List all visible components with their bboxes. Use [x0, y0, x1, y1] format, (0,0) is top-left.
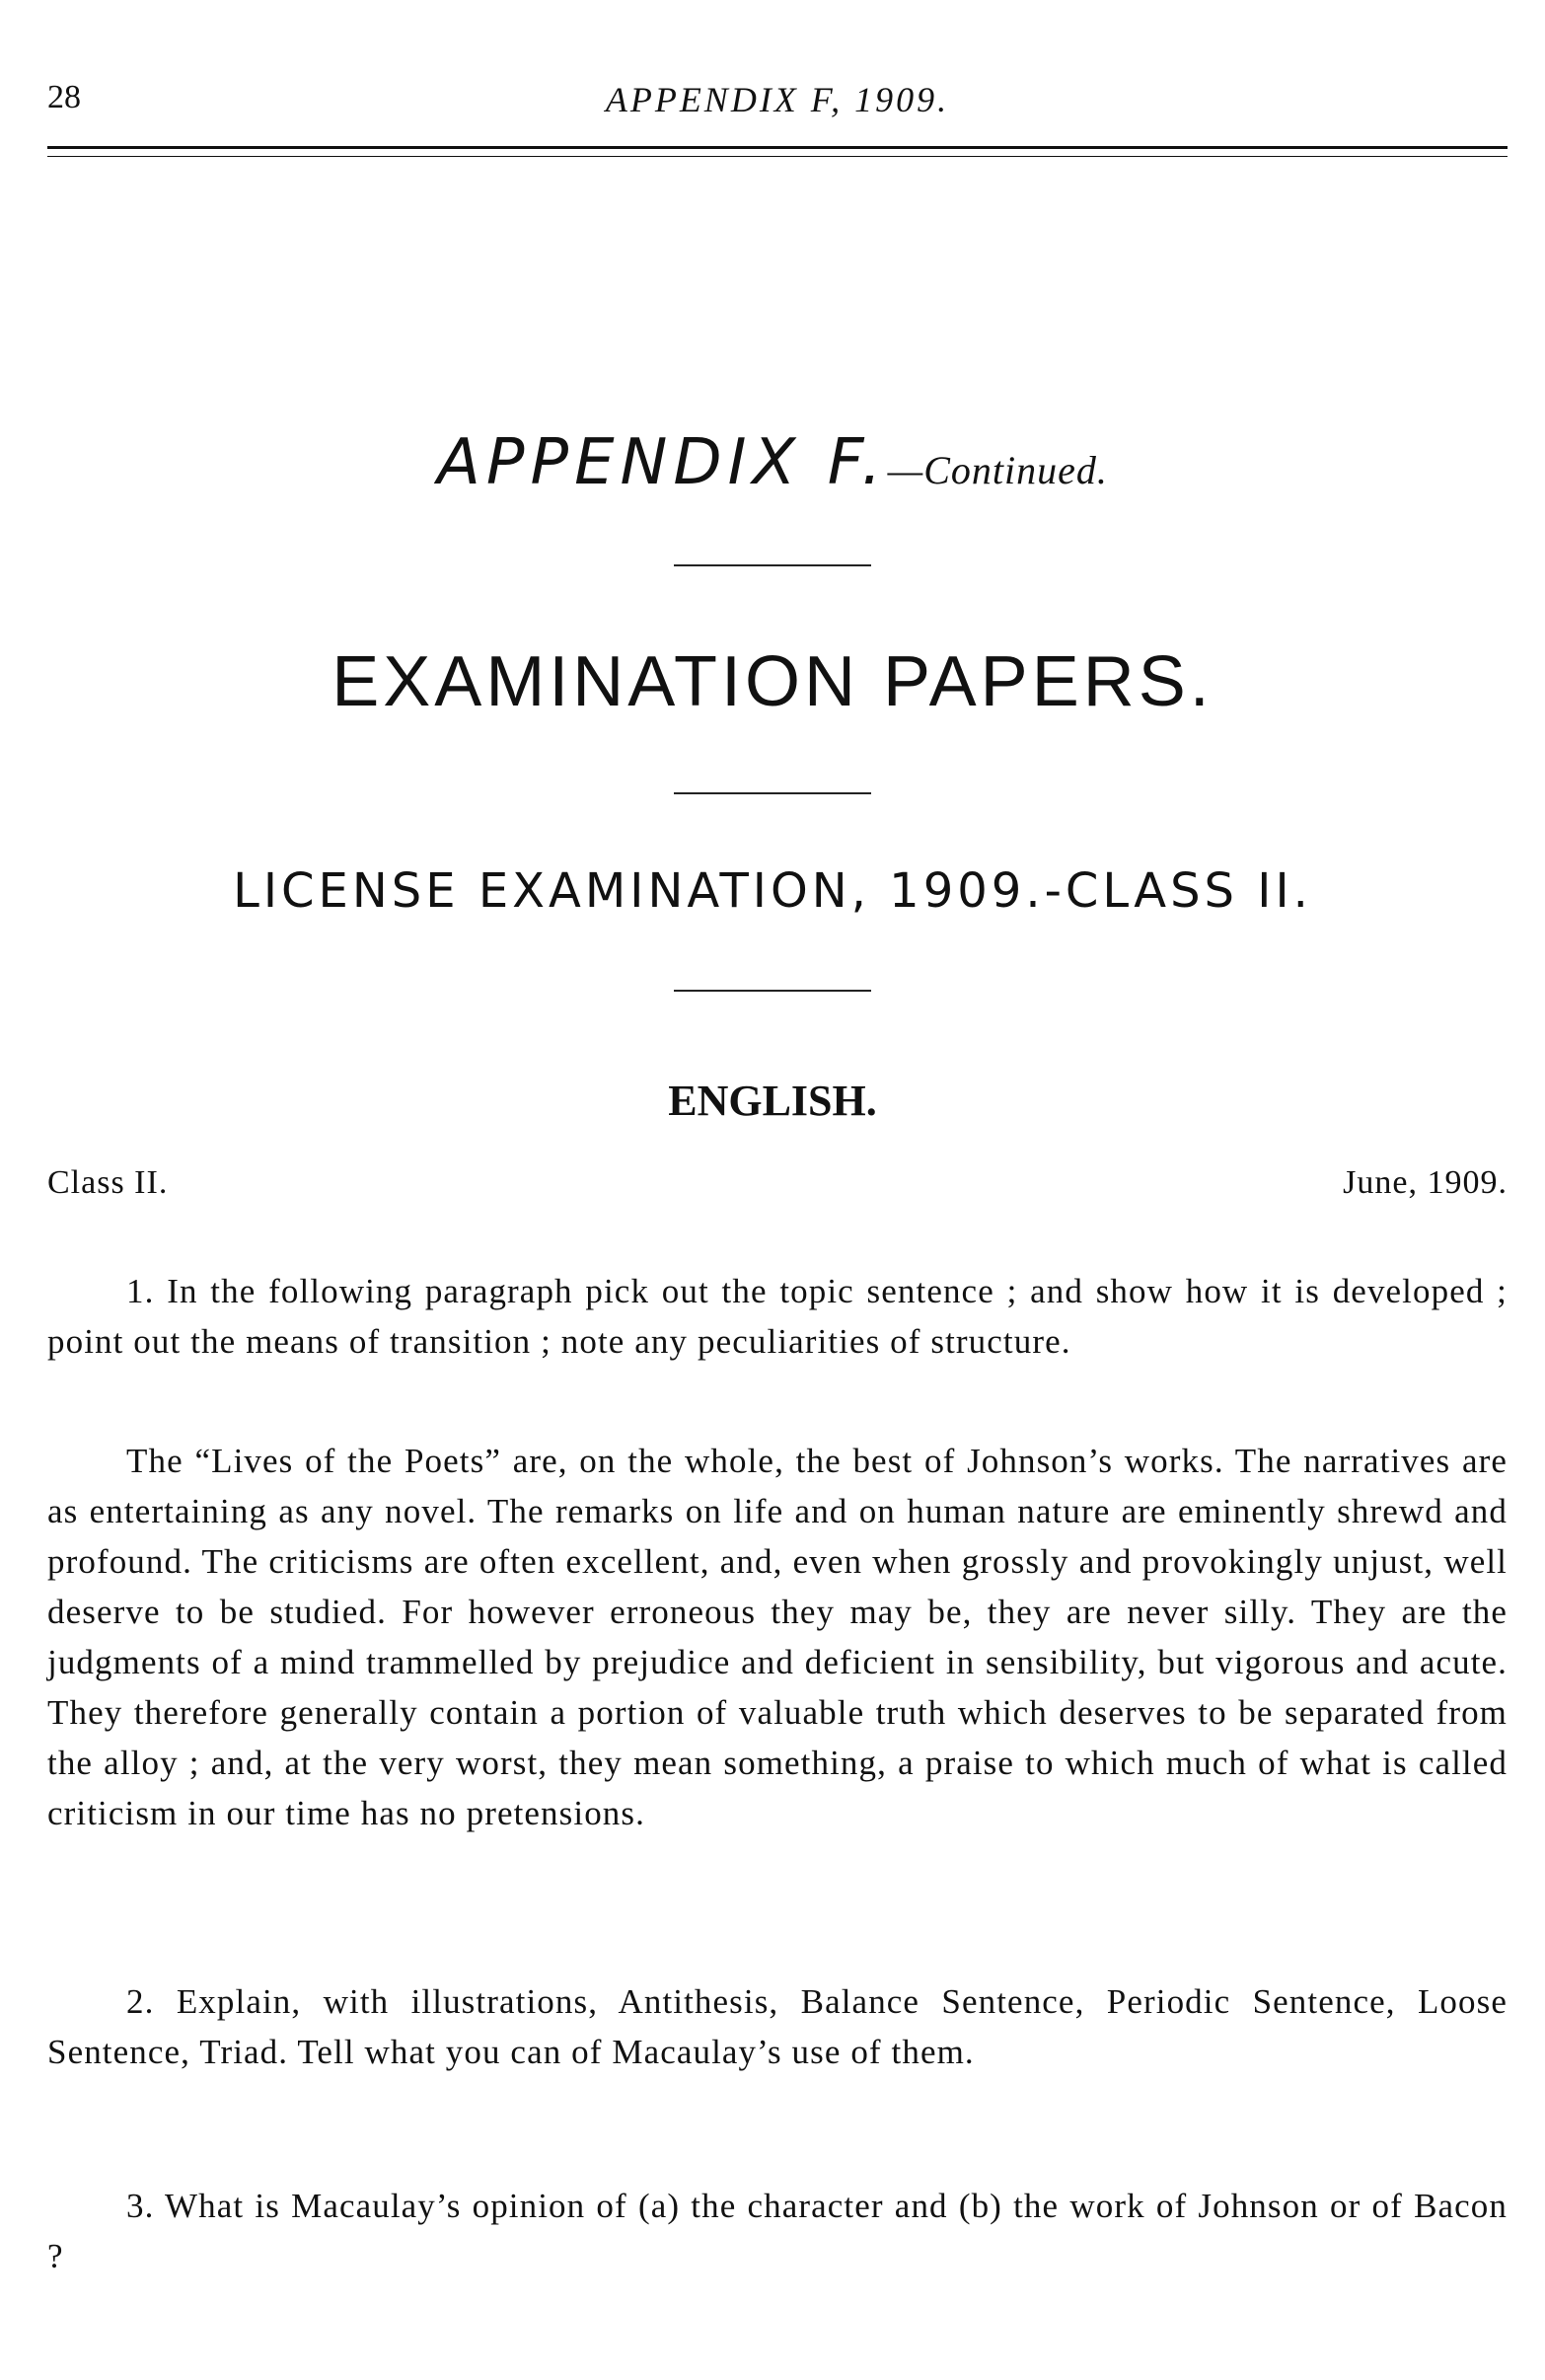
question-2	[47, 1976, 1508, 2077]
question-text: In the following paragraph pick out the topic sentence ; and show how it is developed ; point out the means of transition ; note any peculiarities of structure.	[47, 1272, 1508, 1361]
question-1	[47, 1266, 1508, 1367]
class-label: Class II.	[47, 1164, 169, 1201]
question-number: 2.	[126, 1982, 155, 2021]
running-title: APPENDIX F, 1909.	[605, 80, 950, 119]
quoted-passage	[47, 1436, 1508, 1838]
question-number: 3.	[126, 2187, 155, 2225]
divider-rule	[674, 792, 871, 794]
exam-date: June, 1909.	[1343, 1164, 1508, 1201]
page-number: 28	[47, 79, 81, 115]
header-double-rule	[47, 146, 1508, 157]
running-head	[47, 79, 1508, 118]
divider-rule	[674, 564, 871, 566]
passage-text: The “Lives of the Poets” are, on the whole, the best of Johnson’s works. The narratives are as entertaining as any novel. The remarks on life and on human nature are eminently shrewd and profound. The criticisms are often excellent, and, even when grossly and provokingly unjust, well deserve to be studied. For however erroneous they may be, they are never silly. They are the judgments of a mind trammelled by prejudice and deficient in sensibility, but vigorous and acute. They therefore generally contain a portion of valuable truth which deserves to be separated from the alloy ; and, at the very worst, they mean something, a praise to which much of what is called criticism in our time has no pretensions.	[47, 1442, 1508, 1832]
question-3	[47, 2181, 1508, 2281]
continued-label: —Continued.	[887, 448, 1108, 492]
exam-title: LICENSE EXAMINATION, 1909.-CLASS II.	[233, 863, 1312, 919]
question-text: What is Macaulay’s opinion of (a) the character and (b) the work of Johnson or of Bacon ?	[47, 2187, 1508, 2275]
question-number: 1.	[126, 1272, 155, 1310]
divider-rule	[674, 990, 871, 992]
question-text: Explain, with illustrations, Antithesis, Balance Sentence, Periodic Sentence, Loose Sentence, Triad. Tell what you can of Macaulay’s use of them.	[47, 1982, 1508, 2071]
appendix-heading	[0, 426, 1545, 499]
subject-heading: ENGLISH.	[668, 1077, 877, 1125]
section-title: EXAMINATION PAPERS.	[331, 642, 1214, 721]
appendix-title: APPENDIX F.	[437, 426, 888, 499]
